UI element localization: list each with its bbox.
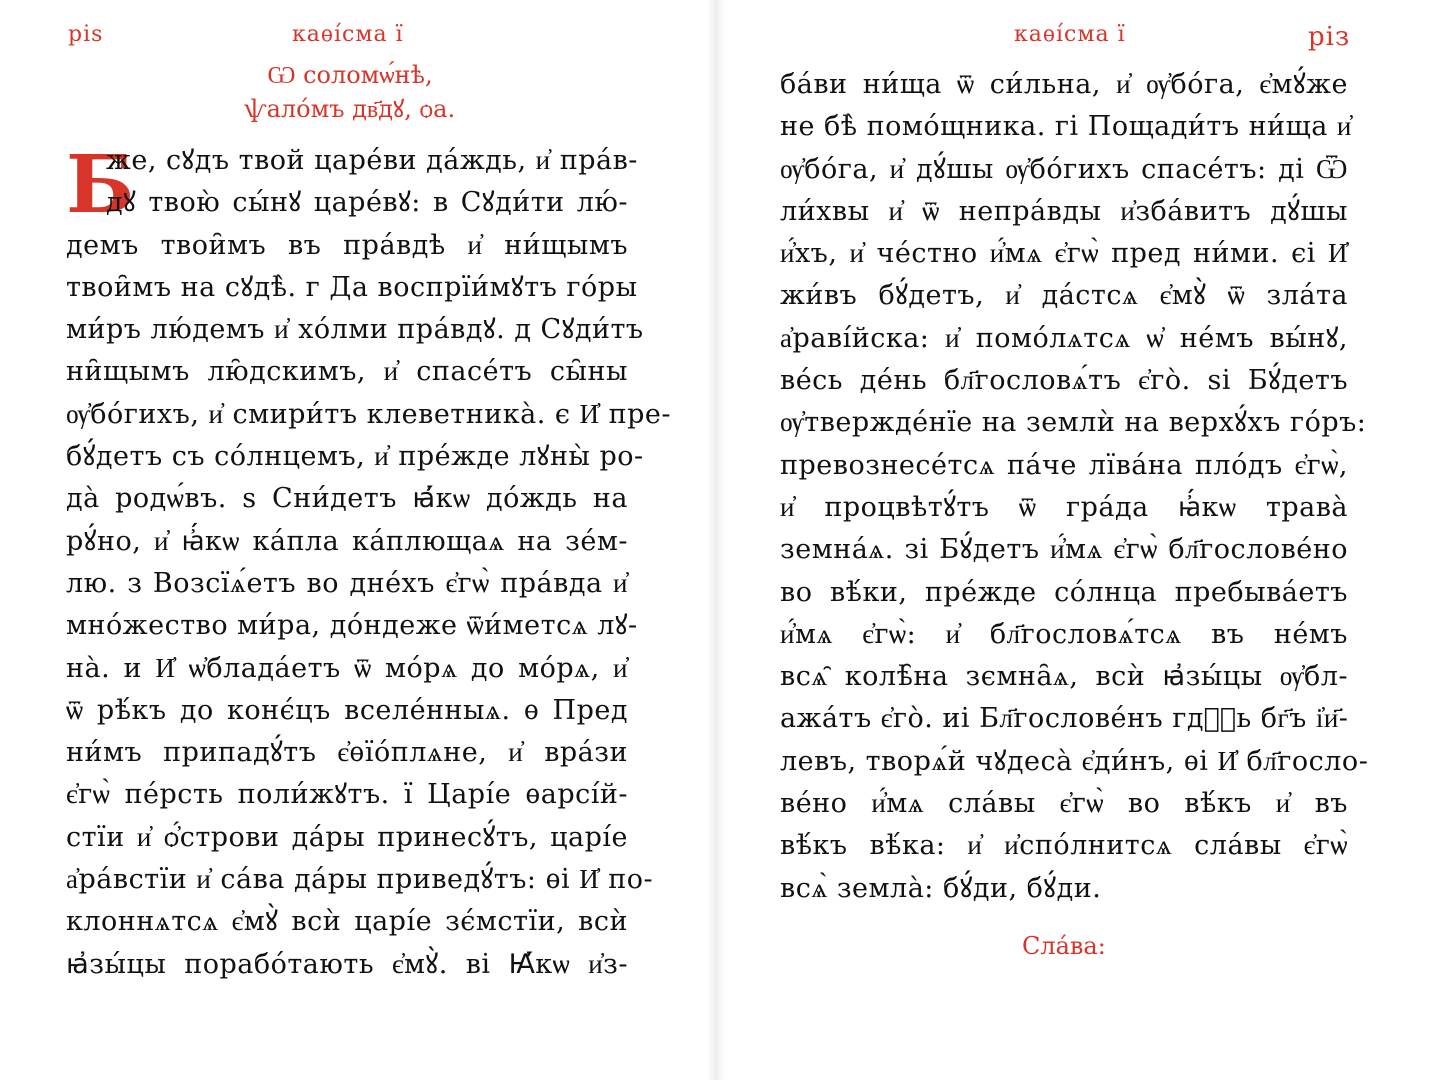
text-line: мно́жество ми́ра, до́ндеже ѿи́метсѧ лꙋ- (66, 610, 638, 642)
text-line: вѣ́къ вѣ́ка: и҆ и҆спо́лнитсѧ сла́вы є҆гѡ̀ (780, 830, 1348, 862)
text-line: є҆гѡ̀ пе́рсть поли́жꙋтъ. ї Царі́е ѳарсі́й- (66, 779, 628, 811)
psalm-heading-line1: Ѡ соломѡ́нѣ, (267, 61, 433, 89)
text-line: земна́ѧ. зі Бꙋ́детъ и҆́мѧ є҆гѡ̀ бл҃гослове́но (780, 534, 1348, 566)
text-line: дꙋ твою̀ сы́нꙋ царе́вꙋ: в Сꙋди́ти лю́- (106, 187, 628, 219)
text-line: да̀ родѡ́въ. ѕ Сни́детъ ꙗ҆́кѡ до́ждь на (66, 483, 628, 515)
text-line: ми́ръ лю́демъ и҆ хо́лми пра́вдꙋ. д Сꙋди́тъ (66, 314, 644, 346)
gloria-label: Сла́ва: (1022, 932, 1106, 960)
right-body-text (780, 64, 1369, 910)
left-folio: ріѕ (68, 22, 104, 47)
text-line: и҆́хъ, и҆ че́стно и҆́мѧ є҆гѡ̀ пред ни́ми. єі И҆ (780, 238, 1348, 270)
right-folio: різ (1308, 22, 1351, 52)
text-line: твои̑мъ на сꙋдѣ̀. г Да воспрїи́мꙋтъ го́ры (66, 271, 638, 303)
text-line: ѹ҆бо́гихъ, и҆ смири́тъ клеветника̀. є И҆ пре- (66, 398, 672, 430)
left-running-head: каѳі́сма ї (292, 22, 404, 47)
text-line: и҆ процвѣтꙋ́тъ ѿ гра́да ꙗ҆́кѡ трава̀ (780, 491, 1348, 523)
text-line: ѹ҆бо́га, и҆ дꙋ́шы ѹ҆бо́гихъ спасе́тъ: ді Ѿ (780, 153, 1348, 185)
text-line: рꙋ́но, и҆ ꙗ҆́кѡ ка́пла ка́плющаѧ на зе́м- (66, 525, 628, 557)
text-line: стїи и҆ ѻ҆́строви да́ры принесꙋ́тъ, царі́е (66, 821, 628, 853)
text-line: ни̑щымъ лю̑дскимъ, и҆ спасе́тъ сы̑ны (66, 356, 628, 388)
right-running-head: каѳі́сма ї (1014, 22, 1126, 47)
text-line: клоннѧтсѧ є҆мꙋ̀ всѝ царі́е зє́мстїи, всѝ (66, 906, 628, 938)
text-line: лю. з Возсїѧ́етъ во дне́хъ є҆гѡ̀ пра́вда и҆ (66, 567, 628, 599)
text-line: ꙗ҆зы́цы порабо́тають є҆мꙋ̀. ві Ꙗ҆́кѡ и҆з- (66, 948, 628, 980)
text-line: а҆раві́йска: и҆ помо́лѧтсѧ ѡ҆ не́мъ вы́нꙋ, (780, 322, 1348, 354)
drop-cap: Б (66, 137, 135, 231)
text-line: ве́сь де́нь бл҃гословѧ́тъ є҆го̀. ѕі Бꙋ́детъ (780, 365, 1348, 397)
text-line: ни́мъ припадꙋ́тъ є҆ѳїо́плѧне, и҆ вра́зи (66, 737, 628, 769)
text-line: превознесе́тсѧ па́че лїва́на пло́дъ є҆гѡ̀, (780, 449, 1348, 481)
text-line: же, сꙋдъ твой царе́ви да́ждь, и҆ пра́в- (106, 145, 638, 176)
text-line: всѧ̑ колѣ̑на зємна̑ѧ, всѝ ꙗ҆зы́цы ѹ҆бл- (780, 661, 1348, 693)
text-line: всѧ̀ земла̀: бꙋ́ди, бꙋ́ди. (780, 872, 1102, 904)
text-line: бꙋ́детъ съ со́лнцемъ, и҆ пре́жде лꙋны̀ ро- (66, 441, 644, 473)
text-line: во вѣ́ки, пре́жде со́лнца пребыва́етъ (780, 576, 1348, 608)
left-page (0, 0, 706, 1080)
text-line: не бѣ̀ помо́щника. гі Пощади́тъ ни́ща и҆ (780, 111, 1352, 143)
text-line: демъ твои̑мъ въ пра́вдѣ и҆ ни́щымъ (66, 229, 628, 261)
left-body-text (66, 137, 672, 986)
text-line: ве́но и҆́мѧ сла́вы є҆гѡ̀ во вѣ́къ и҆ въ (780, 788, 1348, 820)
psalm-heading (180, 58, 520, 126)
text-line: жи́въ бꙋ́детъ, и҆ да́стсѧ є҆мꙋ̀ ѿ зла́та (780, 280, 1348, 312)
psalm-heading-line2: ѱало́мъ дв҃дꙋ, ѻа. (244, 95, 456, 123)
text-line: ба́ви ни́ща ѿ си́льна, и҆ ѹ҆бо́га, є҆мꙋ́же (780, 69, 1348, 100)
right-page (726, 0, 1432, 1080)
text-line: а҆ра́встїи и҆ са́ва да́ры приведꙋ́тъ: ѳі И҆ по- (66, 864, 654, 896)
text-line: ажа́тъ є҆го̀. иі Бл҃гослове́нъ гдⷭ҇ь бг҃ъ і҆и҃- (780, 703, 1349, 735)
text-line: ѹ҆твержде́нїе на землѝ на верхꙋ́хъ го́ръ: (780, 407, 1367, 439)
page-gutter (706, 0, 726, 1080)
text-line: на̀. и И҆ ѡ҆блада́етъ ѿ мо́рѧ до мо́рѧ, и҆ (66, 652, 628, 684)
text-line: ли́хвы и҆ ѿ непра́вды и҆зба́витъ дꙋ́шы (780, 195, 1348, 227)
text-line: и҆́мѧ є҆гѡ̀: и҆ бл҃гословѧ́тсѧ въ не́мъ (780, 618, 1348, 650)
text-line: левъ, творѧ́й чꙋдеса̀ є҆ди́нъ, ѳі И҆ бл҃госло- (780, 745, 1369, 777)
text-line: ѿ рѣ́къ до конє́цъ вселе́нныѧ. ѳ Пред (66, 694, 628, 726)
